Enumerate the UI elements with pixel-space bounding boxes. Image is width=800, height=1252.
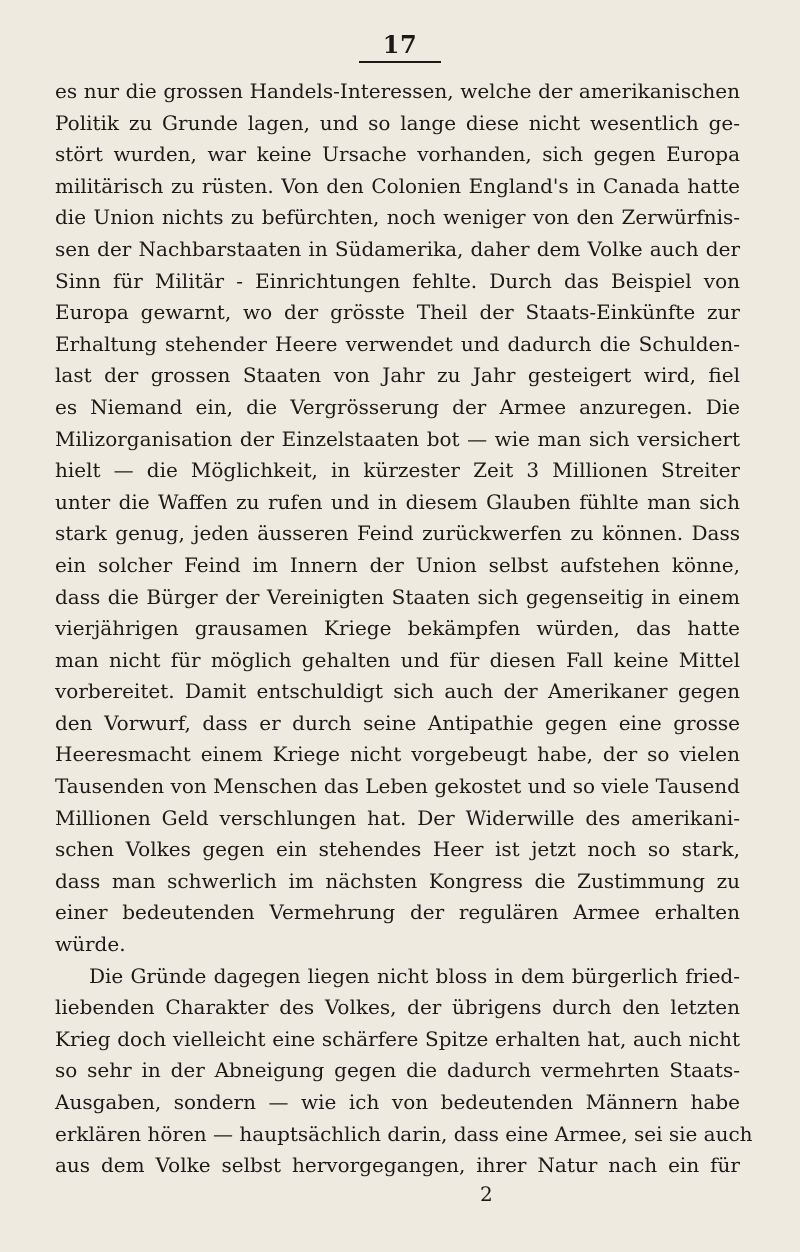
text-line: liebenden Charakter des Volkes, der übrigens durch den letzten — [55, 995, 740, 1020]
text-line: Milizorganisation der Einzelstaaten bot — wie man sich versichert — [55, 426, 740, 451]
page-number-text: 17 — [359, 30, 441, 63]
text-line: unter die Waffen zu rufen und in diesem Glauben fühlte man sich — [55, 489, 740, 514]
text-line: Millionen Geld verschlungen hat. Der Widerwille des amerikani- — [55, 805, 740, 830]
text-line: Europa gewarnt, wo der grösste Theil der Staats-Einkünfte zur — [55, 300, 740, 325]
text-line: erklären hören — hauptsächlich darin, dass eine Armee, sei sie auch — [55, 1121, 753, 1146]
text-line: es Niemand ein, die Vergrösserung der Armee anzuregen. Die — [55, 394, 740, 419]
text-line: Krieg doch vielleicht eine schärfere Spitze erhalten hat, auch nicht — [55, 1026, 740, 1051]
text-line: vorbereitet. Damit entschuldigt sich auch der Amerikaner gegen — [55, 679, 740, 704]
text-line: vierjährigen grausamen Kriege bekämpfen würden, das hatte — [55, 616, 740, 641]
text-line: Erhaltung stehender Heere verwendet und dadurch die Schulden- — [55, 331, 740, 356]
page-number — [0, 30, 800, 63]
text-line: die Union nichts zu befürchten, noch weniger von den Zerwürfnis- — [55, 205, 740, 230]
text-line: Tausenden von Menschen das Leben gekostet und so viele Tausend — [55, 774, 740, 799]
text-line: aus dem Volke selbst hervorgegangen, ihrer Natur nach ein für — [55, 1153, 740, 1178]
text-line: sen der Nachbarstaaten in Südamerika, daher dem Volke auch der — [55, 236, 740, 261]
text-line: Ausgaben, sondern — wie ich von bedeutenden Männern habe — [55, 1090, 740, 1114]
text-line: Politik zu Grunde lagen, und so lange diese nicht wesentlich ge- — [55, 110, 740, 135]
paragraph-start-line: Die Gründe dagegen liegen nicht bloss in dem bürgerlich fried- — [89, 963, 740, 988]
text-line: dass man schwerlich im nächsten Kongress die Zustimmung zu — [55, 868, 740, 893]
body-text — [55, 76, 753, 1182]
text-line: hielt — die Möglichkeit, in kürzester Zeit 3 Millionen Streiter — [55, 458, 740, 483]
text-line: einer bedeutenden Vermehrung der regulären Armee erhalten — [55, 900, 740, 925]
text-line: last der grossen Staaten von Jahr zu Jahr gesteigert wird, fiel — [55, 363, 740, 388]
text-line: militärisch zu rüsten. Von den Colonien England's in Canada hatte — [55, 173, 740, 198]
paragraph-end-line: würde. — [55, 932, 126, 957]
text-line: stört wurden, war keine Ursache vorhanden, sich gegen Europa — [55, 142, 740, 167]
text-line: ein solcher Feind im Innern der Union selbst aufstehen könne, — [55, 552, 740, 577]
text-line: Heeresmacht einem Kriege nicht vorgebeugt habe, der so vielen — [55, 742, 740, 767]
text-line: es nur die grossen Handels-Interessen, welche der amerikanischen — [55, 79, 740, 103]
text-line: Sinn für Militär - Einrichtungen fehlte. Durch das Beispiel von — [55, 268, 740, 293]
text-line: den Vorwurf, dass er durch seine Antipathie gegen eine grosse — [55, 710, 740, 735]
text-line: man nicht für möglich gehalten und für diesen Fall keine Mittel — [55, 647, 740, 672]
text-line: stark genug, jeden äusseren Feind zurückwerfen zu können. Dass — [55, 521, 740, 546]
text-line: dass die Bürger der Vereinigten Staaten sich gegenseitig in einem — [55, 584, 740, 609]
text-line: so sehr in der Abneigung gegen die dadurch vermehrten Staats- — [55, 1058, 740, 1083]
text-line: schen Volkes gegen ein stehendes Heer ist jetzt noch so stark, — [55, 837, 740, 862]
signature-mark: 2 — [480, 1182, 493, 1206]
